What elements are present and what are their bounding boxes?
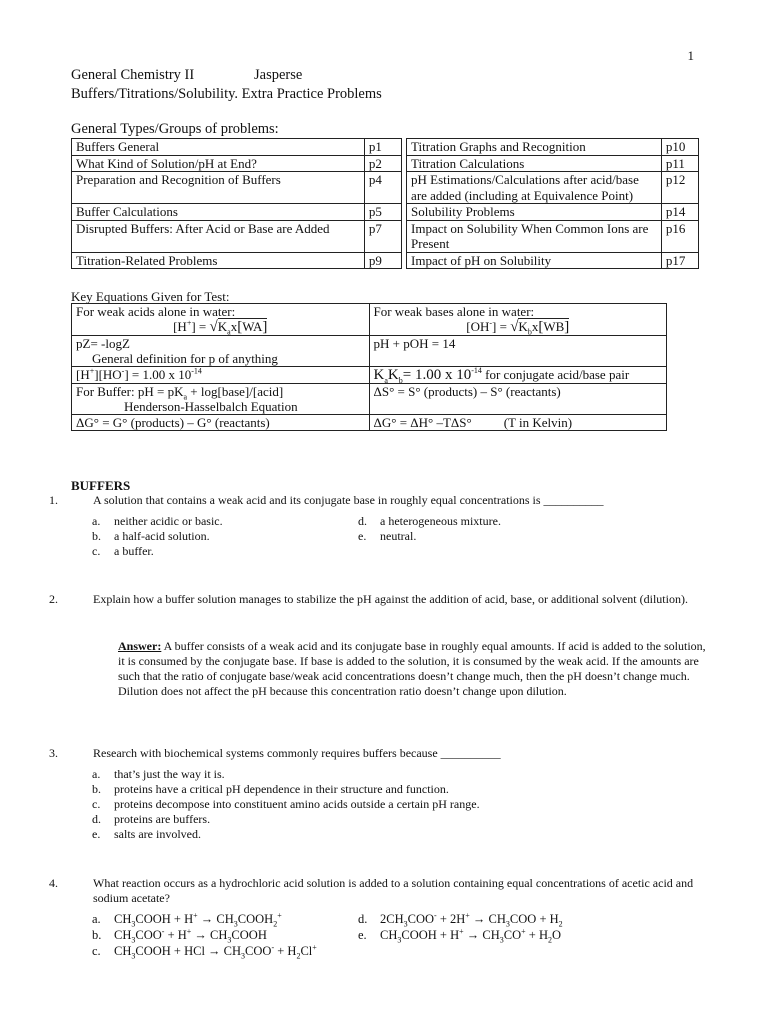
option: e. neutral.	[358, 529, 417, 543]
type-right-page: p11	[661, 155, 698, 172]
question-text: A solution that contains a weak acid and its conjugate base in roughly equal concentrations is __________	[93, 493, 604, 507]
type-left: Buffers General	[72, 139, 365, 156]
question-number: 2.	[49, 592, 58, 606]
buffer-cell	[72, 384, 370, 415]
option: b. $CH_3COO^- + H^+$ → $CH_3COOH$	[92, 926, 267, 945]
type-left-page: p5	[364, 204, 401, 221]
type-left: Preparation and Recognition of Buffers	[72, 172, 365, 204]
q2-answer	[118, 639, 706, 699]
problem-types-table	[71, 138, 699, 269]
course-title: General Chemistry II	[71, 67, 195, 83]
option: e. $CH_3COOH + H^+ \to CH_3CO^+ + H_2O$	[358, 926, 562, 945]
type-right-page: p16	[661, 220, 698, 252]
question-text: What reaction occurs as a hydrochloric acid solution is added to a solution containing equal concentrations of acetic acid and sodium acetate?	[93, 876, 694, 905]
option: d. a heterogeneous mixture.	[358, 514, 501, 528]
instructor-name: Jasperse	[254, 67, 303, 83]
gibbs-equation-1: ΔG° = G° (products) – G° (reactants)	[72, 415, 370, 431]
weak-base-equation: $[OH^-] = √K_bx[WB]$	[466, 318, 570, 337]
question-number: 4.	[49, 876, 58, 890]
question-number: 3.	[49, 746, 58, 760]
type-left: Titration-Related Problems	[72, 252, 365, 269]
type-left: Disrupted Buffers: After Acid or Base are Added	[72, 220, 365, 252]
q3-options	[92, 767, 480, 842]
type-right-page: p12	[661, 172, 698, 204]
type-right: Titration Calculations	[407, 155, 662, 172]
ka-kb-tail: for conjugate acid/base pair	[481, 367, 630, 382]
option: a. neither acidic or basic.	[92, 514, 223, 528]
types-heading: General Types/Groups of problems:	[71, 121, 279, 137]
pz-equation: pZ= -logZ	[76, 336, 130, 351]
option: a. $CH_3COOH + H^+$ → $CH_3COOH_2^+$	[92, 910, 282, 929]
key-equations-title: Key Equations Given for Test:	[71, 289, 230, 304]
weak-acid-label: For weak acids alone in water:	[76, 304, 236, 319]
option: c. $CH_3COOH$ + HCl → $CH_3COO^- + H_2Cl^+$	[92, 942, 317, 961]
type-left: What Kind of Solution/pH at End?	[72, 155, 365, 172]
type-right-page: p17	[661, 252, 698, 269]
type-right: Impact on Solubility When Common Ions are Present	[407, 220, 662, 252]
weak-base-cell	[369, 304, 667, 336]
type-right: Titration Graphs and Recognition	[407, 139, 662, 156]
question-4	[49, 876, 711, 906]
option: c. proteins decompose into constituent amino acids outside a certain pH range.	[92, 797, 480, 811]
q1-options-left	[92, 514, 223, 559]
answer-text: A buffer consists of a weak acid and its conjugate base in roughly equal amounts. If acid is added to the solution, it is consumed by the conjugate base. If base is added to the solution, it is consumed by the weak acid. If the amounts are such that the ratio of conjugate base/weak acid concentrations doesn’t change much, then the pH doesn’t change much. Dilution does not affect the pH because this concentration ratio doesn’t change upon dilution.	[118, 639, 706, 698]
weak-acid-cell	[72, 304, 370, 336]
type-left-page: p7	[364, 220, 401, 252]
question-1	[49, 493, 711, 508]
ph-poh-cell: pH + pOH = 14	[369, 336, 667, 367]
question-text: Explain how a buffer solution manages to stabilize the pH against the addition of acid, base, or additional solvent (dilution).	[93, 592, 688, 606]
option: d. proteins are buffers.	[92, 812, 211, 826]
question-text: Research with biochemical systems commonly requires buffers because __________	[93, 746, 501, 760]
type-right: pH Estimations/Calculations after acid/base are added (including at Equivalence Point)	[407, 172, 662, 204]
gibbs-equation-2: ΔG° = ΔH° –TΔS° (T in Kelvin)	[369, 415, 667, 431]
weak-base-label: For weak bases alone in water:	[373, 304, 535, 319]
option: b. proteins have a critical pH dependence in their structure and function.	[92, 782, 449, 796]
type-right: Impact of pH on Solubility	[407, 252, 662, 269]
henderson-hasselbalch-label: Henderson-Hasselbalch Equation	[124, 399, 298, 414]
q1-options-right	[358, 514, 501, 544]
option: e. salts are involved.	[92, 827, 201, 841]
buffers-heading: BUFFERS	[71, 478, 131, 493]
weak-acid-equation: $[H^+] = √K_ax[WA]$	[173, 318, 268, 337]
question-3	[49, 746, 711, 761]
document-subtitle: Buffers/Titrations/Solubility. Extra Practice Problems	[71, 86, 382, 102]
buffer-equation: For Buffer: pH = $pK_a$ + log[base]/[acid]	[76, 384, 284, 402]
document-header	[71, 66, 382, 104]
ka-kb-equation: $K_aK_b= 1.00$ x $10^{-14}$ for conjugate acid/base pair	[369, 367, 667, 384]
q4-options-right	[358, 911, 563, 943]
pz-definition: General definition for p of anything	[92, 351, 278, 366]
kw-equation: [H+][HO-] = 1.00 x $10^{-14}$	[72, 367, 370, 384]
question-number: 1.	[49, 493, 58, 507]
question-2	[49, 592, 711, 607]
option: a. that’s just the way it is.	[92, 767, 225, 781]
entropy-equation: ΔS° = S° (products) – S° (reactants)	[369, 384, 667, 415]
q4-options-left	[92, 911, 317, 959]
option: d. $2CH_3COO^- + 2H^+ \to CH_3COO + H_2$	[358, 910, 563, 929]
kelvin-note: (T in Kelvin)	[503, 415, 573, 430]
pz-cell	[72, 336, 370, 367]
answer-label: Answer:	[118, 639, 162, 653]
page-number: 1	[687, 48, 694, 63]
type-left-page: p1	[364, 139, 401, 156]
option: b. a half-acid solution.	[92, 529, 210, 543]
type-right: Solubility Problems	[407, 204, 662, 221]
option: c. a buffer.	[92, 544, 154, 558]
type-left-page: p4	[364, 172, 401, 204]
type-right-page: p14	[661, 204, 698, 221]
type-left-page: p9	[364, 252, 401, 269]
type-right-page: p10	[661, 139, 698, 156]
type-left-page: p2	[364, 155, 401, 172]
type-left: Buffer Calculations	[72, 204, 365, 221]
key-equations-table	[71, 303, 667, 431]
